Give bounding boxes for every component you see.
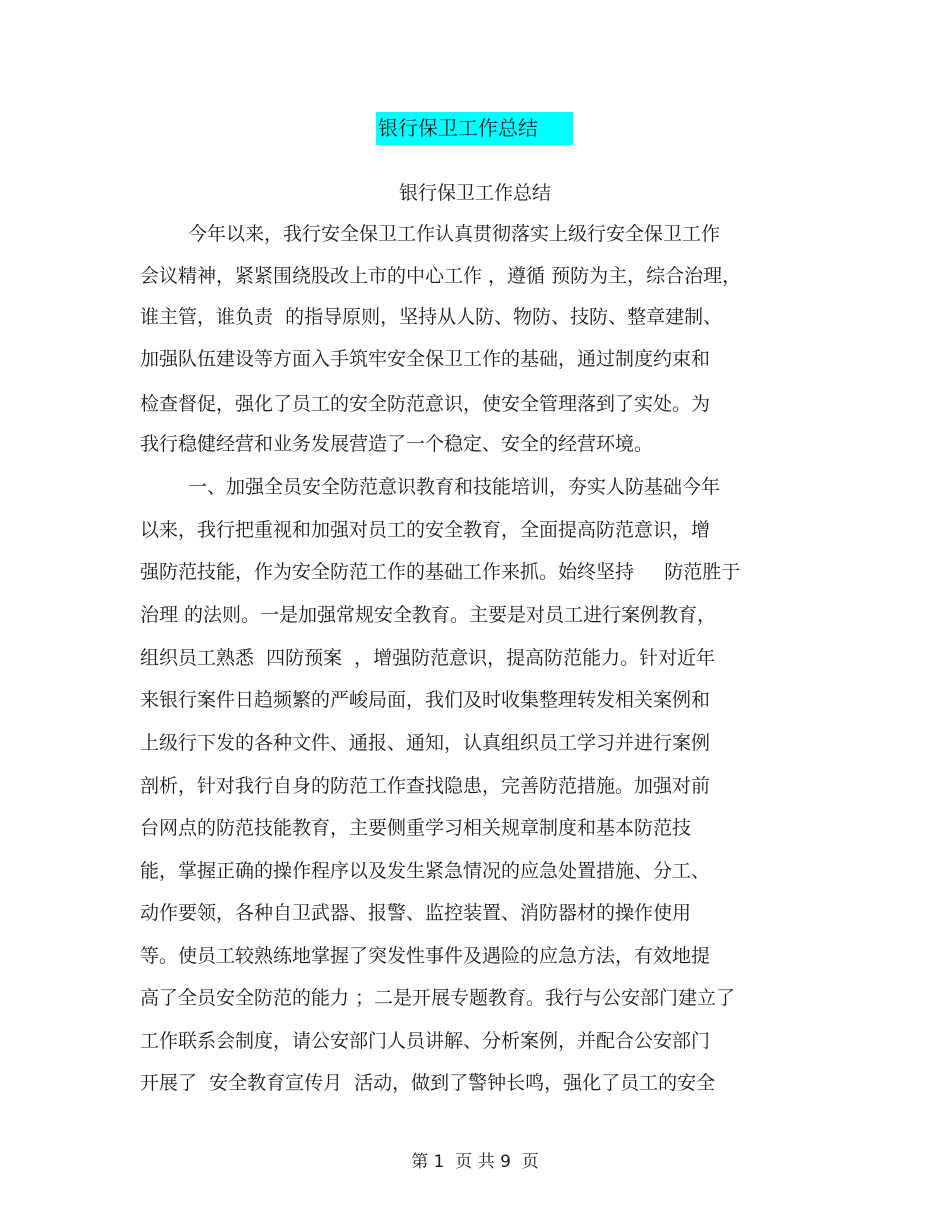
- text-line: 台网点的防范技能教育，主要侧重学习相关规章制度和基本防范技: [140, 817, 692, 839]
- text-line: 检查督促，强化了员工的安全防范意识，使安全管理落到了实处。为: [140, 393, 711, 415]
- text-line: 谁主管，谁负责 的指导原则，坚持从人防、物防、技防、整章建制、: [140, 306, 723, 328]
- text-line: 组织员工熟悉 四防预案 ，增强防范意识，提高防范能力。针对近年: [140, 647, 716, 669]
- text-line: 剖析，针对我行自身的防范工作查找隐患，完善防范措施。加强对前: [140, 775, 711, 797]
- text-line: 强防范技能，作为安全防范工作的基础工作来抓。始终坚持 防范胜于: [140, 561, 741, 583]
- document-title: 银行保卫工作总结: [376, 112, 573, 145]
- page-number-footer: 第 1 页 共 9 页: [411, 1152, 539, 1172]
- text-line: 来银行案件日趋频繁的严峻局面，我们及时收集整理转发相关案例和: [140, 689, 711, 711]
- text-line: 动作要领，各种自卫武器、报警、监控装置、消防器材的操作使用: [140, 902, 692, 924]
- text-line: 等。使员工较熟练地掌握了突发性事件及遇险的应急方法，有效地提: [140, 945, 711, 967]
- document-subtitle: 银行保卫工作总结: [398, 182, 551, 204]
- text-line: 上级行下发的各种文件、通报、通知，认真组织员工学习并进行案例: [140, 732, 711, 754]
- text-line: 工作联系会制度，请公安部门人员讲解、分析案例，并配合公安部门: [140, 1030, 711, 1052]
- text-line: 我行稳健经营和业务发展营造了一个稳定、安全的经营环境。: [140, 433, 654, 455]
- text-line: 会议精神，紧紧围绕股改上市的中心工作 ，遵循 预防为主，综合治理，: [140, 265, 742, 287]
- text-line: 加强队伍建设等方面入手筑牢安全保卫工作的基础，通过制度约束和: [140, 348, 711, 370]
- text-line: 高了全员安全防范的能力 ；二是开展专题教育。我行与公安部门建立了: [140, 987, 736, 1009]
- text-line: 今年以来，我行安全保卫工作认真贯彻落实上级行安全保卫工作: [188, 223, 721, 245]
- text-line: 以来，我行把重视和加强对员工的安全教育，全面提高防范意识，增: [140, 519, 711, 541]
- text-line: 一、加强全员安全防范意识教育和技能培训，夯实人防基础今年: [188, 476, 721, 498]
- text-line: 能，掌握正确的操作程序以及发生紧急情况的应急处置措施、分工、: [140, 860, 711, 882]
- text-line: 开展了 安全教育宣传月 活动，做到了警钟长鸣，强化了员工的安全: [140, 1072, 716, 1094]
- text-line: 治理 的法则。一是加强常规安全教育。主要是对员工进行案例教育，: [140, 604, 717, 626]
